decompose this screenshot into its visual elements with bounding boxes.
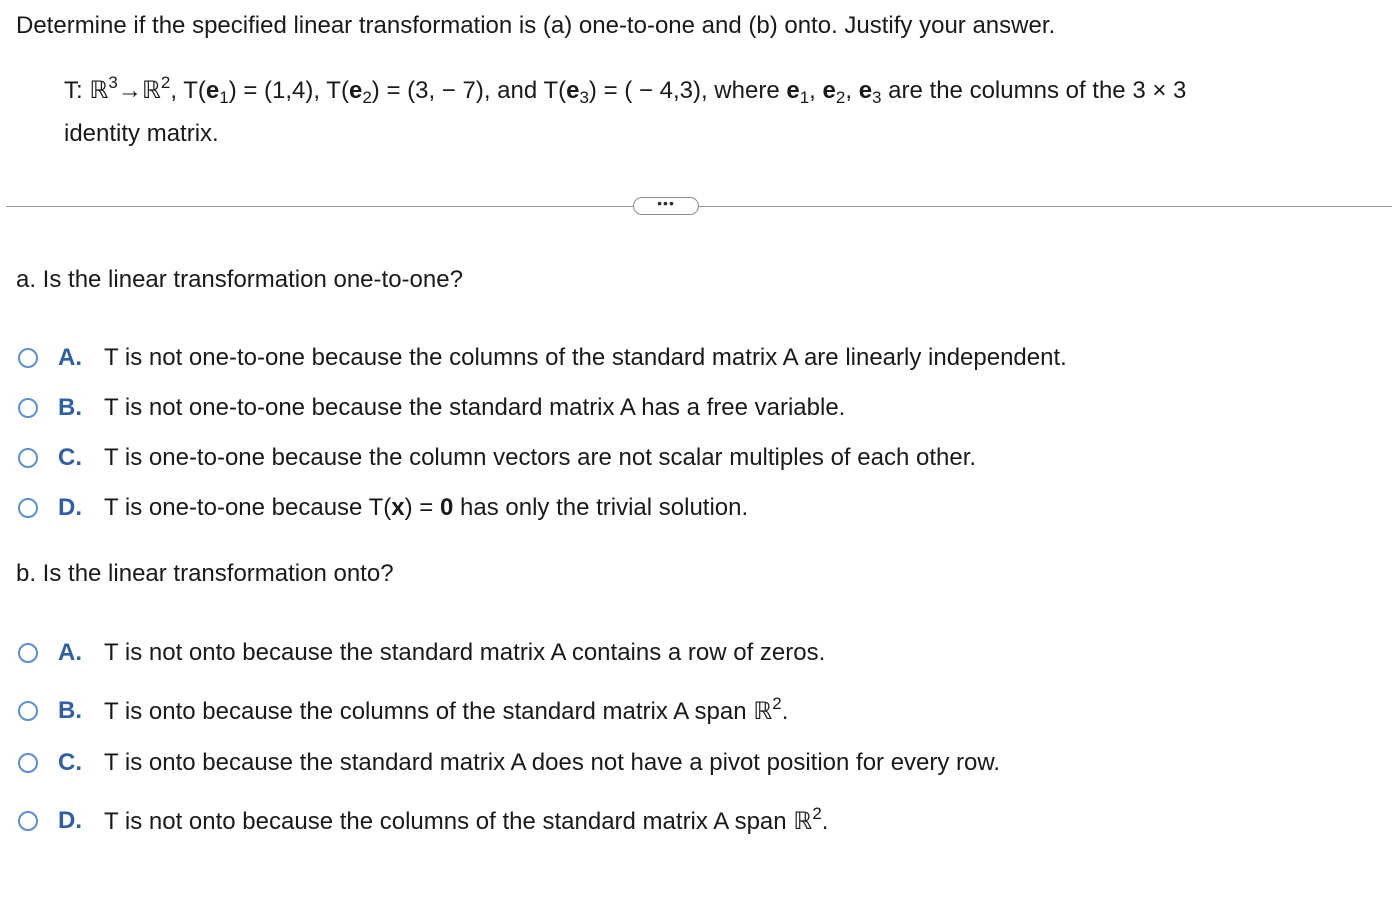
exponent: 2	[772, 693, 782, 713]
option-a-A[interactable]	[18, 342, 1067, 374]
vector-e1-subscript: 1	[219, 88, 229, 107]
option-text-end: .	[821, 807, 829, 835]
option-letter: D.	[58, 807, 82, 834]
problem-statement	[64, 73, 1187, 107]
option-b-C[interactable]	[18, 747, 1000, 779]
separator: , T(	[170, 77, 206, 104]
radio-button-icon[interactable]	[18, 448, 38, 468]
t-e1-value: ) = (1,4), T(	[228, 77, 349, 104]
t-e2-value: ) = (3, − 7), and T(	[371, 77, 567, 104]
option-text-part: T is onto because the columns of the standard matrix A span ℝ	[104, 697, 773, 725]
option-text: T is not one-to-one because the columns of the standard matrix A are linearly independent.	[104, 344, 1067, 371]
option-b-D[interactable]	[18, 805, 828, 837]
vector-e2: e	[348, 77, 363, 104]
list-comma: ,	[809, 77, 823, 104]
codomain-exponent: 2	[160, 73, 171, 92]
list-e2-subscript: 2	[835, 88, 846, 107]
list-e2: e	[822, 77, 836, 104]
option-text	[104, 494, 748, 522]
list-e1: e	[786, 77, 800, 104]
radio-button-icon[interactable]	[18, 348, 38, 368]
section-divider	[6, 206, 1392, 207]
option-text-part: has only the trivial solution.	[453, 494, 749, 521]
vector-x: x	[391, 494, 405, 521]
option-text	[104, 693, 789, 726]
radio-button-icon[interactable]	[18, 643, 38, 663]
domain-exponent: 3	[108, 73, 118, 92]
instruction-text: Determine if the specified linear transformation is (a) one-to-one and (b) onto. Justify your answer.	[16, 12, 1056, 39]
option-text-end: .	[781, 697, 789, 725]
vector-e3-subscript: 3	[579, 88, 589, 107]
radio-button-icon[interactable]	[18, 753, 38, 773]
option-text-part: T is not onto because the columns of the standard matrix A span ℝ	[104, 807, 813, 835]
problem-statement-line2: identity matrix.	[64, 120, 219, 147]
radio-button-icon[interactable]	[18, 398, 38, 418]
option-a-D[interactable]	[18, 492, 748, 524]
vector-e2-subscript: 2	[362, 88, 372, 107]
list-e3-subscript: 3	[872, 88, 882, 107]
option-text	[104, 803, 829, 836]
problem-tail: are the columns of the 3 × 3	[881, 77, 1187, 104]
option-a-B[interactable]	[18, 392, 845, 424]
option-text-part: ) =	[404, 494, 440, 521]
domain-set: ℝ	[89, 77, 109, 104]
list-comma: ,	[845, 77, 859, 104]
vector-e1: e	[205, 77, 220, 104]
radio-button-icon[interactable]	[18, 811, 38, 831]
option-letter: A.	[58, 344, 82, 371]
option-letter: B.	[58, 697, 82, 724]
question-a: a. Is the linear transformation one-to-one?	[16, 266, 463, 293]
option-text-part: T is one-to-one because T(	[104, 494, 392, 521]
option-a-C[interactable]	[18, 442, 976, 474]
t-e3-value: ) = ( − 4,3), where	[588, 77, 787, 104]
option-text: T is one-to-one because the column vectors are not scalar multiples of each other.	[104, 444, 977, 471]
option-letter: D.	[58, 494, 82, 521]
option-b-A[interactable]	[18, 637, 825, 669]
option-letter: C.	[58, 444, 82, 471]
problem-prefix: T:	[64, 77, 90, 104]
question-b: b. Is the linear transformation onto?	[16, 560, 394, 587]
codomain-set: ℝ	[141, 77, 161, 104]
zero-vector: 0	[439, 494, 454, 521]
option-text: T is not onto because the standard matrix A contains a row of zeros.	[104, 639, 826, 666]
vector-e3: e	[566, 77, 580, 104]
option-b-B[interactable]	[18, 695, 788, 727]
option-letter: A.	[58, 639, 82, 666]
option-letter: C.	[58, 749, 82, 776]
radio-button-icon[interactable]	[18, 498, 38, 518]
option-letter: B.	[58, 394, 82, 421]
list-e1-subscript: 1	[799, 88, 810, 107]
radio-button-icon[interactable]	[18, 701, 38, 721]
list-e3: e	[858, 77, 873, 104]
option-text: T is not one-to-one because the standard matrix A has a free variable.	[104, 394, 846, 421]
exponent: 2	[812, 803, 822, 823]
option-text: T is onto because the standard matrix A does not have a pivot position for every row.	[104, 749, 1001, 776]
arrow: →	[117, 77, 142, 104]
expand-more-button[interactable]: •••	[633, 197, 699, 215]
